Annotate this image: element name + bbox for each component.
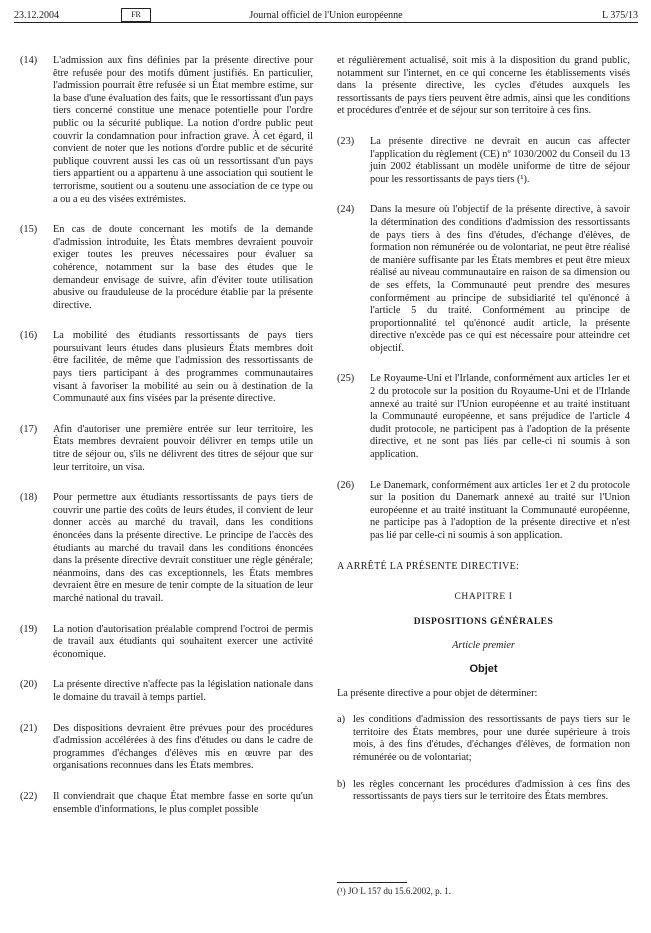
recital: [337, 204, 630, 355]
recital-text: Le Danemark, conformément aux articles 1er et 2 du protocole sur la position du Danemark annexé au traité sur l'Union européenne et au traité instituant la Communauté européenne, ne participe pas à l'adoption de la présente directive et n'est pas lié par celle-ci ni soumis à son application.: [370, 479, 630, 541]
recital-text: La mobilité des étudiants ressortissants de pays tiers poursuivant leurs études dans plusieurs États membres doit être facilitée, de même que l'admission des ressortissants de pays tiers participant à des programmes communautaires visant à favoriser la mobilité au sein ou à destination de la Communauté aux fins visées par la présente directive.: [53, 330, 313, 405]
recital-text: Des dispositions devraient être prévues pour des procédures d'admission accélérées à des fins d'études ou dans le cadre de programmes d'échanges d'élèves mis en œuvre par des organisations reconnues dans les États membres.: [53, 722, 313, 772]
recital: [337, 373, 630, 461]
recital-text: Afin d'autoriser une première entrée sur leur territoire, les États membres devraient pouvoir délivrer en temps utile un titre de séjour ou, s'ils ne délivrent des titres de séjour que sur leur territoire, un visa.: [53, 423, 313, 473]
recital-text: Pour permettre aux étudiants ressortissants de pays tiers de couvrir une partie des coûts de leurs études, il convient de leur donner accès au marché du travail, dans les conditions énoncées dans la présente directive. Le principe de l'accès des étudiants au marché du travail dans les conditions énoncées dans la présente directive devrait constituer une règle générale; néanmoins, dans des cas exceptionnels, les États membres devraient être en mesure de tenir compte de la situation de leur marché national du travail.: [53, 492, 313, 604]
recital: [20, 224, 313, 312]
list-item-text: les règles concernant les procédures d'admission à ces fins des ressortissants de pays tiers sur le territoire des États membres.: [353, 778, 630, 803]
list-item-label: a): [337, 714, 345, 726]
recital-text: Il conviendrait que chaque État membre fasse en sorte qu'un ensemble d'informations, le plus complet possible: [53, 790, 313, 815]
recital: [20, 330, 313, 406]
recital-number: (14): [20, 55, 38, 66]
recital-text: La présente directive n'affecte pas la législation nationale dans le domaine du travail à temps partiel.: [53, 679, 313, 703]
page-reference: L 375/13: [601, 10, 638, 21]
footnote: (¹) JO L 157 du 15.6.2002, p. 1.: [337, 886, 451, 896]
recital-continuation: et régulièrement actualisé, soit mis à la disposition du grand public, notamment sur l'internet, en ce qui concerne les établissements visés dans la présente directive, les cycles d'études auxquels les ressortissants de pays tiers peuvent être admis, ainsi que les conditions et procédures d'entrée et de séjour sur son territoire à ces fins.: [337, 55, 630, 117]
recital-number: (24): [337, 204, 355, 216]
recital-number: (25): [337, 373, 355, 385]
chapter-title: DISPOSITIONS GÉNÉRALES: [413, 616, 554, 627]
list-item: [337, 779, 630, 804]
list-item-label: b): [337, 778, 346, 790]
chapter-heading: CHAPITRE I: [454, 592, 513, 603]
header-rule: [14, 22, 638, 23]
recital-number: (17): [20, 423, 38, 435]
article-title: Objet: [469, 662, 498, 675]
enacting-formula: A ARRÊTÉ LA PRÉSENTE DIRECTIVE:: [337, 560, 520, 572]
recital: [20, 424, 313, 474]
recital: [337, 480, 630, 543]
recital-number: (21): [20, 722, 38, 734]
article-heading: Article premier: [452, 640, 515, 652]
list-item: [337, 714, 630, 764]
recital-number: (23): [337, 135, 355, 147]
journal-title: Journal officiel de l'Union européenne: [249, 10, 403, 21]
recital: [20, 55, 313, 206]
recital-text: En cas de doute concernant les motifs de la demande d'admission introduite, les États membres devraient pouvoir exiger toutes les preuves nécessaires pour évaluer sa cohérence, notamment sur la base des études que le demandeur envisage de suivre, afin d'éviter toute utilisation abusive ou frauduleuse de la procédure établie par la présente directive.: [53, 224, 313, 311]
recital: [20, 723, 313, 773]
recital-text: Dans la mesure où l'objectif de la présente directive, à savoir la détermination des conditions d'admission des ressortissants de pays tiers à des fins d'études, d'échange d'élèves, de formation non rémunérée ou de volontariat, ne peut être réalisé de manière suffisante par les États membres et peut être mieux réalisé au niveau communautaire en raison de sa dimension ou de ses effets, la Communauté peut prendre des mesures conformément au principe de subsidiarité tel qu'énoncé à l'article 5 du traité. Conformément au principe de proportionnalité tel qu'énoncé audit article, la présente directive n'excède pas ce qui est nécessaire pour atteindre cet objectif.: [370, 204, 630, 354]
recital-number: (19): [20, 623, 38, 635]
recital: [337, 136, 630, 186]
right-column: [337, 55, 630, 818]
left-column: [20, 55, 313, 834]
recital: [20, 492, 313, 605]
recital: [20, 679, 313, 704]
recital-text: La présente directive ne devrait en aucun cas affecter l'application du règlement (CE) nº 1030/2002 du Conseil du 13 juin 2002 établissant un modèle uniforme de titre de séjour pour les ressortissants de pays tiers (¹).: [370, 135, 630, 185]
recital-text: Le Royaume-Uni et l'Irlande, conformément aux articles 1er et 2 du protocole sur la position du Royaume-Uni et de l'Irlande annexé au traité sur l'Union européenne et au traité instituant la Communauté européenne, et sans préjudice de l'article 4 dudit protocole, ne participent pas à l'adoption de la présente directive, et ne sont pas liés par celle-ci ni soumis à son application.: [370, 373, 630, 461]
recital-number: (18): [20, 492, 38, 504]
list-item-text: les conditions d'admission des ressortissants de pays tiers sur le territoire des États membres, pour une durée supérieure à trois mois, à des fins d'études, d'échanges d'élèves, de formation non rémunérée ou de volontariat;: [353, 714, 630, 763]
recital-text: L'admission aux fins définies par la présente directive pour être refusée pour des motifs dûment justifiés. En particulier, l'admission pourrait être refusée si un État membre estime, sur la base d'une évaluation des faits, que le ressortissant d'un pays tiers concerné constitue une menace potentielle pour l'ordre public ou la sécurité publique. La notion d'ordre public peut couvrir la condamnation pour infraction grave. À cet égard, il convient de noter que les notions d'ordre public et de sécurité publique couvrent aussi les cas où un ressortissant d'un pays tiers appartient ou a appartenu à une association qui soutient le terrorisme, soutient ou a soutenu une association de ce type ou a ou a eu des visées extrémistes.: [53, 55, 313, 205]
recital-text: La notion d'autorisation préalable comprend l'octroi de permis de travail aux étudiants qui souhaitent exercer une activité économique.: [53, 623, 313, 660]
recital-number: (26): [337, 479, 355, 491]
recital-number: (16): [20, 330, 38, 342]
recital: [20, 791, 313, 816]
recital-number: (20): [20, 679, 38, 691]
language-badge: FR: [121, 8, 151, 22]
page-header: [14, 6, 638, 28]
recital-number: (15): [20, 224, 38, 236]
footnote-rule: [337, 882, 407, 883]
recital-number: (22): [20, 790, 38, 802]
recital: [20, 624, 313, 662]
publication-date: 23.12.2004: [14, 10, 59, 21]
article-intro: La présente directive a pour objet de déterminer:: [337, 687, 538, 699]
